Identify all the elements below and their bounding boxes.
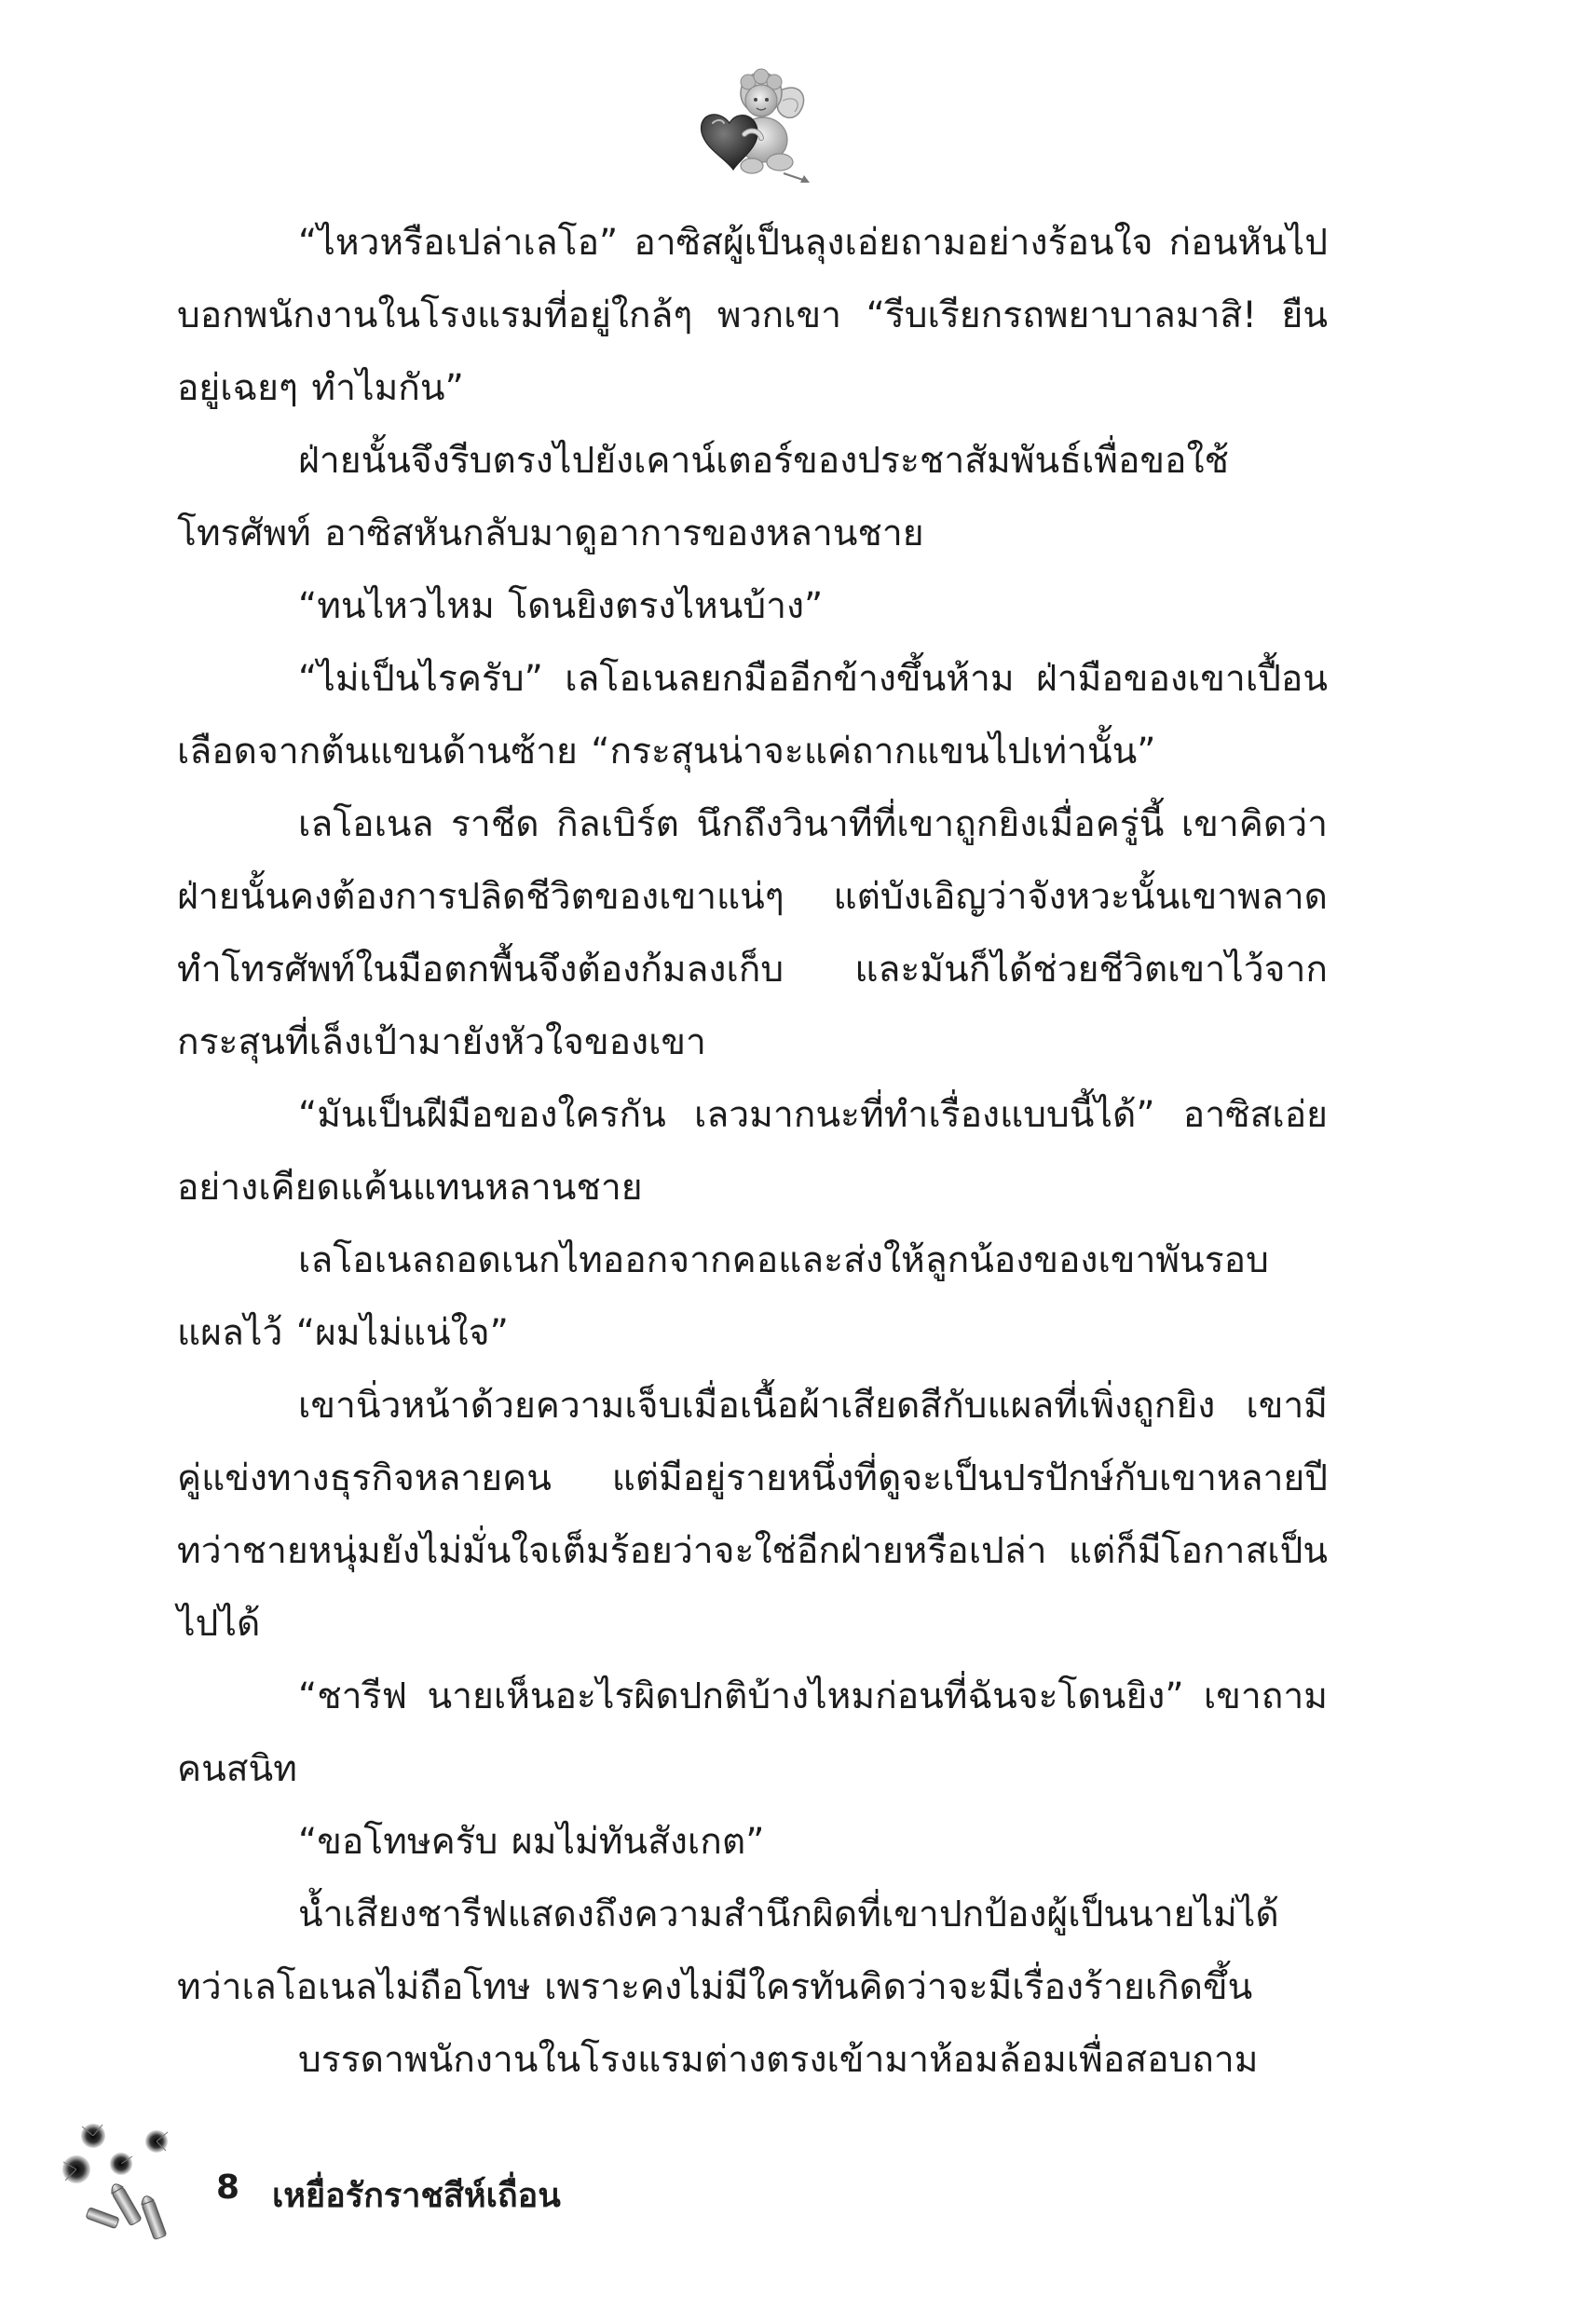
paragraph: เลโอเนล ราชีด กิลเบิร์ต นึกถึงวินาทีที่เขาถูกยิงเมื่อครู่นี้ เขาคิดว่าฝ่ายนั้นคงต้องการปลิดชีวิตของเขาแน่ๆ แต่บังเอิญว่าจังหวะนั้นเขาพลาดทำโทรศัพท์ในมือตกพื้นจึงต้องก้มลงเก็บ และมันก็ได้ช่วยชีวิตเขาไว้จากกระสุนที่เล็งเป้ามายังหัวใจของเขา (177, 803, 1328, 1063)
paragraph: เลโอเนลถอดเนกไทออกจากคอและส่งให้ลูกน้องของเขาพันรอบแผลไว้ “ผมไม่แน่ใจ” (177, 1239, 1269, 1354)
paragraph: บรรดาพนักงานในโรงแรมต่างตรงเข้ามาห้อมล้อมเพื่อสอบถาม (298, 2039, 1259, 2081)
paragraph: “ไหวหรือเปล่าเลโอ” อาซิสผู้เป็นลุงเอ่ยถามอย่างร้อนใจ ก่อนหันไปบอกพนักงานในโรงแรมที่อยู่ใกล้ๆ พวกเขา “รีบเรียกรถพยาบาลมาสิ! ยืนอยู่เฉยๆ ทำไมกัน” (177, 222, 1328, 409)
body-text (177, 207, 1328, 2097)
paragraph: “ชารีฟ นายเห็นอะไรผิดปกติบ้างไหมก่อนที่ฉันจะโดนยิง” เขาถามคนสนิท (177, 1675, 1328, 1790)
page-number: 8 (216, 2168, 240, 2207)
cupid-heart-icon (694, 65, 815, 186)
paragraph: น้ำเสียงชารีฟแสดงถึงความสำนึกผิดที่เขาปกป้องผู้เป็นนายไม่ได้ ทว่าเลโอเนลไม่ถือโทษ เพราะคงไม่มีใครทันคิดว่าจะมีเรื่องร้ายเกิดขึ้น (177, 1894, 1279, 2008)
paragraph: “ทนไหวไหม โดนยิงตรงไหนบ้าง” (298, 585, 824, 627)
paragraph: ฝ่ายนั้นจึงรีบตรงไปยังเคาน์เตอร์ของประชาสัมพันธ์เพื่อขอใช้โทรศัพท์ อาซิสหันกลับมาดูอาการของหลานชาย (177, 440, 1229, 554)
paragraph: “ไม่เป็นไรครับ” เลโอเนลยกมืออีกข้างขึ้นห้าม ฝ่ามือของเขาเปื้อนเลือดจากต้นแขนด้านซ้าย “กระสุนน่าจะแค่ถากแขนไปเท่านั้น” (177, 658, 1328, 773)
paragraph: “ขอโทษครับ ผมไม่ทันสังเกต” (298, 1821, 765, 1863)
page-footer (56, 2115, 708, 2264)
book-title: เหยื่อรักราชสีห์เถื่อน (272, 2177, 561, 2215)
paragraph: เขานิ่วหน้าด้วยความเจ็บเมื่อเนื้อผ้าเสียดสีกับแผลที่เพิ่งถูกยิง เขามีคู่แข่งทางธุรกิจหลายคน แต่มีอยู่รายหนึ่งที่ดูจะเป็นปรปักษ์กับเขาหลายปี ทว่าชายหนุ่มยังไม่มั่นใจเต็มร้อยว่าจะใช่อีกฝ่ายหรือเปล่า แต่ก็มีโอกาสเป็นไปได้ (177, 1385, 1328, 1645)
paragraph: “มันเป็นฝีมือของใครกัน เลวมากนะที่ทำเรื่องแบบนี้ได้” อาซิสเอ่ยอย่างเคียดแค้นแทนหลานชาย (177, 1094, 1328, 1209)
bullet-holes-icon (56, 2115, 196, 2255)
